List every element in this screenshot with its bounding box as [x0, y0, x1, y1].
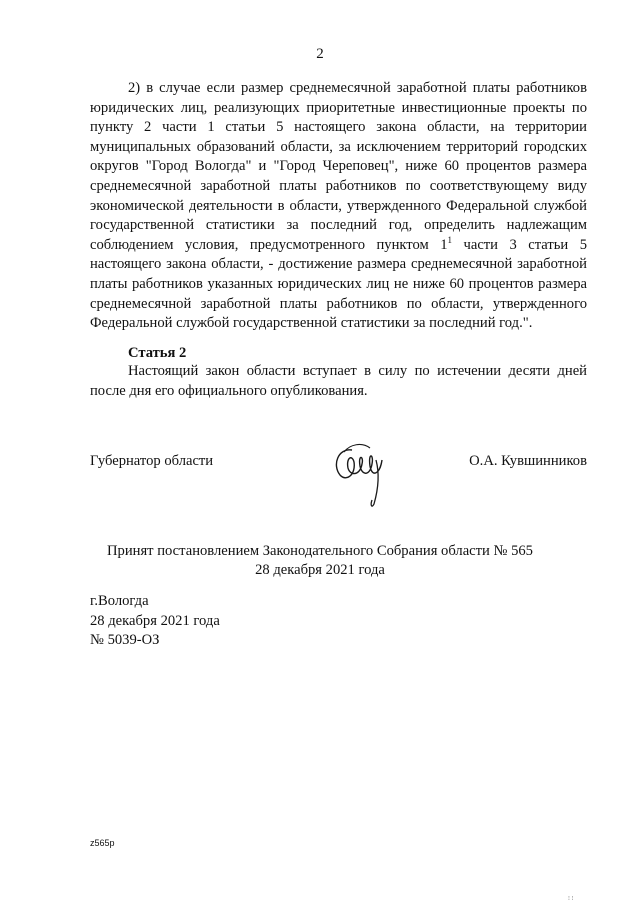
governor-title: Губернатор области [90, 453, 214, 469]
corner-mark: ⁝ ⁝ [568, 896, 574, 902]
city: г.Вологда [90, 593, 149, 609]
adoption-line-1: Принят постановлением Законодательного Собрания области № 565 [107, 543, 533, 559]
law-date: 28 декабря 2021 года [90, 612, 220, 629]
paragraph-item-2 [90, 79, 587, 334]
superscript-number: 1 [447, 234, 453, 245]
article-heading: Статья 2 [128, 345, 187, 361]
place-date-number [90, 592, 220, 651]
page-number: 2 [316, 46, 324, 62]
article-text: Настоящий закон области вступает в силу по истечении десяти дней после дня его официального опубликования. [90, 363, 587, 399]
paragraph-text-part2: части 3 статьи 5 настоящего закона области, - достижение размера среднемесячной заработной платы работников указанных юридических лиц не ниже 60 процентов размера среднемесячной заработной платы работников по области, утвержденного Федеральной службой государственной статистики за последний год.". [90, 236, 587, 332]
handwritten-signature [330, 420, 390, 510]
law-number: № 5039-ОЗ [90, 632, 160, 649]
adoption-note [0, 542, 640, 580]
adoption-date: 28 декабря 2021 года [255, 562, 385, 578]
governor-name: О.А. Кувшинников [469, 453, 587, 469]
paragraph-text-part1: 2) в случае если размер среднемесячной заработной платы работников юридических лиц, реализующих приоритетные инвестиционные проекты по пункту 2 части 1 статьи 5 настоящего закона области, на территории муниципальных образований области, за исключением территорий городских округов "Город Вологда" и "Город Череповец", ниже 60 процентов размера среднемесячной заработной платы работников по соответствующему виду экономической деятельности в области, утвержденного Федеральной службой государственной статистики за последний год, определить надлежащим соблюдением условия, предусмотренного пунктом 1 [90, 80, 587, 253]
footer-code: z565р [90, 838, 115, 848]
